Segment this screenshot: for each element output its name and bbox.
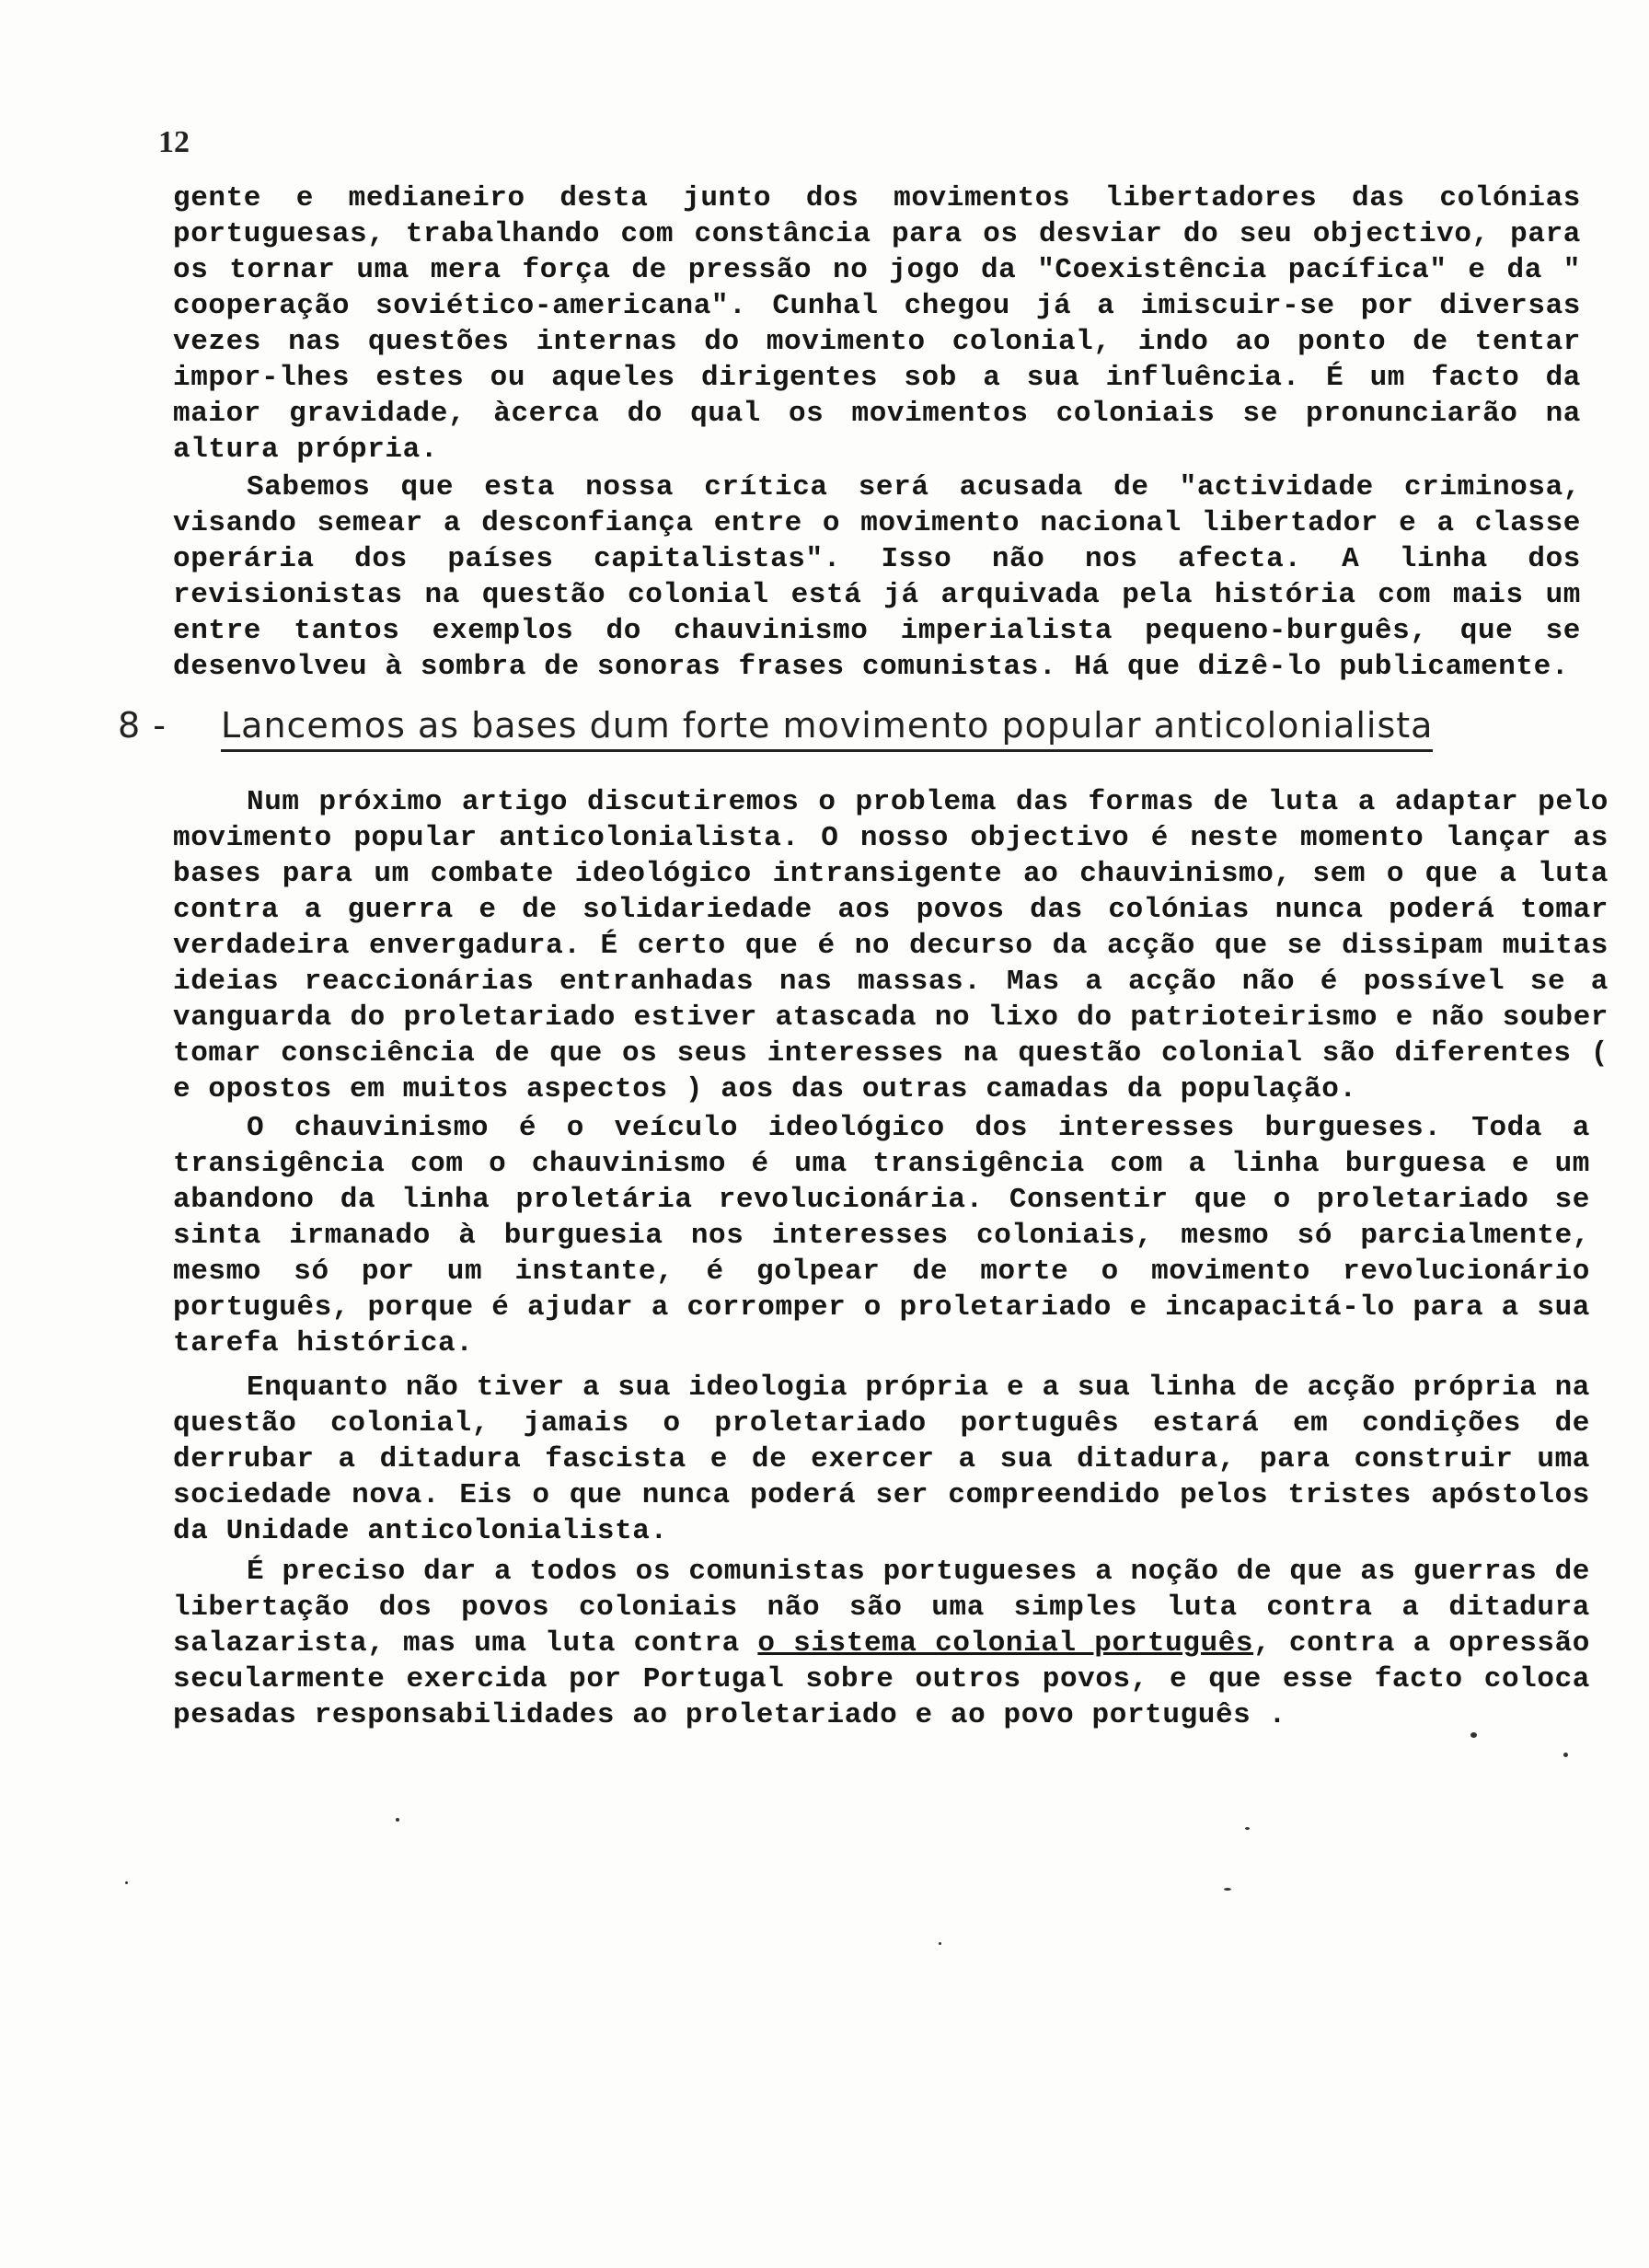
scan-speck [1224, 1888, 1231, 1891]
scan-speck [939, 1942, 941, 1945]
section-title: Lancemos as bases dum forte movimento popular anticolonialista [221, 705, 1433, 752]
paragraph-proletariat-ideology [173, 1370, 1590, 1549]
paragraph-text: Enquanto não tiver a sua ideologia própria e a sua linha de acção própria na questão colonial, jamais o proletariado português estará em condições de derrubar a ditadura fascista e de exercer a sua ditadura, para construir uma sociedade nova. Eis o que nunca poderá ser compreendido pelos tristes apóstolos da Unidade anticolonialista. [173, 1371, 1590, 1547]
section-heading [118, 705, 1498, 746]
underlined-phrase: o sistema colonial português [757, 1627, 1254, 1660]
paragraph-text: O chauvinismo é o veículo ideológico dos interesses burgueses. Toda a transigência com o chauvinismo é uma transigência com a linha burguesa e um abandono da linha proletária revolucionária. Consentir que o proletariado se sinta irmanado à burguesia nos interesses coloniais, mesmo só parcialmente, mesmo só por um instante, é golpear de morte o movimento revolucionário português, porque é ajudar a corromper o proletariado e incapacitá-lo para a sua tarefa histórica. [173, 1112, 1590, 1360]
paragraph-text: Sabemos que esta nossa crítica será acusada de "actividade criminosa, visando semear a desconfiança entre o movimento nacional libertador e a classe operária dos países capitalistas". Isso não nos afecta. A linha dos revisionistas na questão colonial está já arquivada pela história com mais um entre tantos exemplos do chauvinismo imperialista pequeno-burguês, que se desenvolveu à sombra de sonoras frases comunistas. Há que dizê-lo publicamente. [173, 471, 1581, 683]
paragraph-chauvinism [173, 1110, 1590, 1361]
paragraph-criticism-response [173, 469, 1581, 685]
paragraph-colonial-system [173, 1554, 1590, 1733]
paragraph-text: Num próximo artigo discutiremos o problema das formas de luta a adaptar pelo movimento popular anticolonialista. O nosso objectivo é neste momento lançar as bases para um combate ideológico intransigente ao chauvinismo, sem o que a luta contra a guerra e de solidariedade aos povos das colónias nunca poderá tomar verdadeira envergadura. É certo que é no decurso da acção que se dissipam muitas ideias reaccionárias entranhadas nas massas. Mas a acção não é possível se a vanguarda do proletariado estiver atascada no lixo do patrioteirismo e não souber tomar consciência de que os seus interesses na questão colonial são diferentes ( e opostos em muitos aspectos ) aos das outras camadas da população. [173, 786, 1609, 1105]
paragraph-text-after: , contra a opressão secularmente exercida por Portugal sobre outros povos, e que esse facto coloca pesadas responsabilidades ao proletariado e ao povo português . [173, 1627, 1591, 1731]
section-number: 8 - [118, 705, 167, 746]
paragraph-cunhal-interference: gente e medianeiro desta junto dos movimentos libertadores das colónias portuguesas, trabalhando com constância para os desviar do seu objectivo, para os tornar uma mera força de pressão no jogo da "Coexistência pacífica" e da " cooperação soviético-americana". Cunhal chegou já a imiscuir-se por diversas vezes nas questões internas do movimento colonial, indo ao ponto de tentar impor-lhes estes ou aqueles dirigentes sob a sua influência. É um facto da maior gravidade, àcerca do qual os movimentos coloniais se pronunciarão na altura própria. [173, 182, 1581, 466]
paragraph-ideological-combat [173, 784, 1609, 1107]
page-number: 12 [158, 125, 190, 159]
scan-speck [1563, 1753, 1568, 1757]
paragraph-text-before: É preciso dar a todos os comunistas portugueses a noção de que as guerras de libertação dos povos coloniais não são uma simples luta contra a ditadura salazarista, mas uma luta contra [173, 1556, 1590, 1660]
scan-speck [1245, 1827, 1250, 1830]
scan-speck [125, 1881, 128, 1884]
scan-speck [396, 1818, 399, 1822]
scan-speck [1470, 1732, 1477, 1738]
